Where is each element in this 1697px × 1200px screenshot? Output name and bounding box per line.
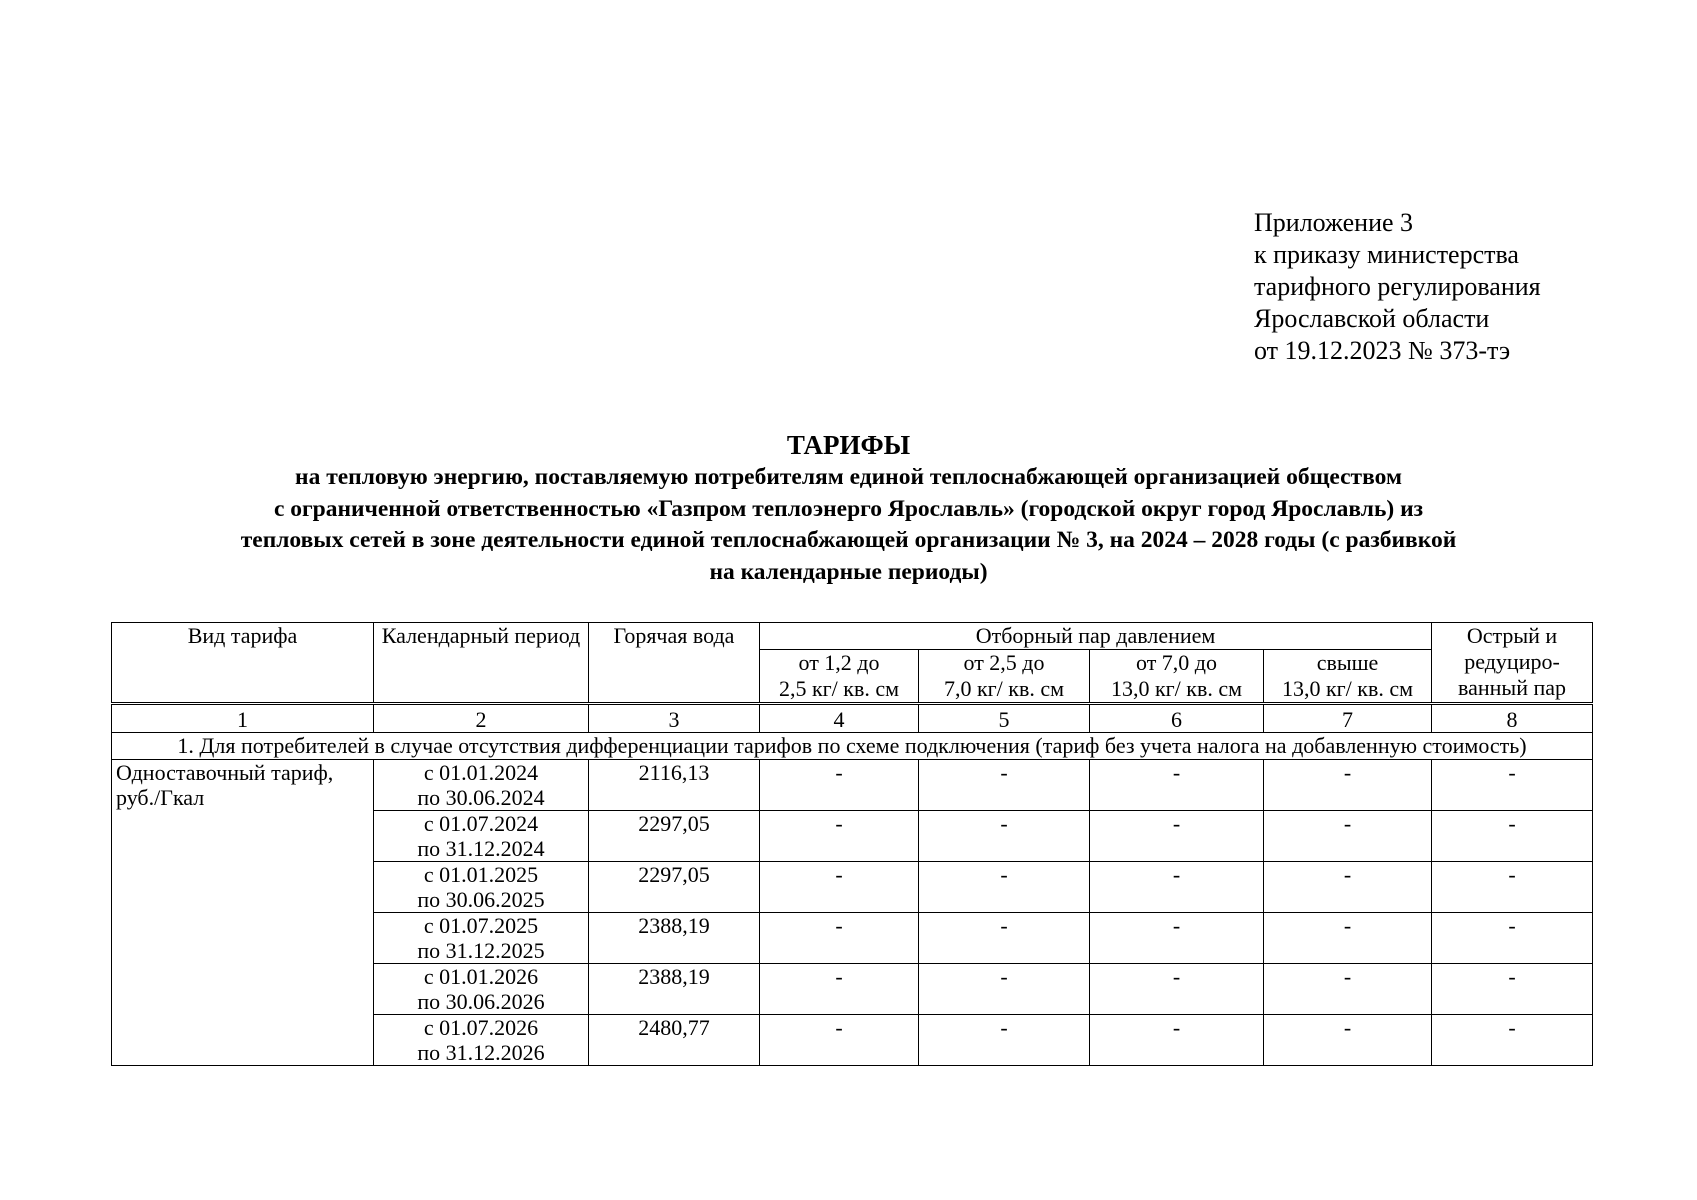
- value-cell: -: [1090, 760, 1264, 811]
- value-cell: -: [1264, 964, 1432, 1015]
- period-cell: с 01.07.2026 по 31.12.2026: [374, 1015, 589, 1066]
- hot-water-value: 2480,77: [589, 1015, 760, 1066]
- value-cell: -: [919, 1015, 1090, 1066]
- header-row: [112, 623, 1593, 650]
- value-cell: -: [919, 964, 1090, 1015]
- value-cell: -: [1264, 1015, 1432, 1066]
- value-cell: -: [919, 913, 1090, 964]
- hot-water-value: 2297,05: [589, 862, 760, 913]
- value-cell: -: [1432, 913, 1593, 964]
- value-cell: -: [1090, 1015, 1264, 1066]
- value-cell: -: [1432, 862, 1593, 913]
- value-cell: -: [1432, 964, 1593, 1015]
- column-number: 7: [1264, 704, 1432, 733]
- title-main: ТАРИФЫ: [786, 430, 911, 460]
- title-line: тепловых сетей в зоне деятельности единой теплоснабжающей организации № 3, на 2024 – 2028 годы (с разбивкой: [240, 527, 1457, 553]
- hot-water-value: 2388,19: [589, 964, 760, 1015]
- period-cell: с 01.01.2024 по 30.06.2024: [374, 760, 589, 811]
- value-cell: -: [760, 811, 919, 862]
- value-cell: -: [1264, 760, 1432, 811]
- value-cell: -: [1432, 811, 1593, 862]
- value-cell: -: [1264, 913, 1432, 964]
- value-cell: -: [1264, 862, 1432, 913]
- hot-water-value: 2388,19: [589, 913, 760, 964]
- tariff-label: Одноставочный тариф, руб./Гкал: [112, 760, 374, 1066]
- header-steam-4: свыше 13,0 кг/ кв. см: [1264, 650, 1432, 704]
- column-number: 5: [919, 704, 1090, 733]
- document-title: [80, 428, 1617, 588]
- tariffs-table: [111, 622, 1593, 1066]
- value-cell: -: [760, 1015, 919, 1066]
- column-number: 4: [760, 704, 919, 733]
- header-steam-3: от 7,0 до 13,0 кг/ кв. см: [1090, 650, 1264, 704]
- appendix-line: Приложение 3: [1254, 208, 1414, 237]
- header-period: Календарный период: [374, 623, 589, 704]
- section-title: 1. Для потребителей в случае отсутствия дифференциации тарифов по схеме подключения (тариф без учета налога на добавленную стоимость): [112, 733, 1593, 760]
- period-cell: с 01.01.2025 по 30.06.2025: [374, 862, 589, 913]
- table-row: [112, 760, 1593, 811]
- value-cell: -: [760, 964, 919, 1015]
- value-cell: -: [760, 760, 919, 811]
- appendix-line: от 19.12.2023 № 373-тэ: [1254, 336, 1511, 365]
- appendix-line: тарифного регулирования: [1254, 272, 1541, 301]
- period-cell: с 01.01.2026 по 30.06.2026: [374, 964, 589, 1015]
- column-number-row: [112, 704, 1593, 733]
- value-cell: -: [919, 760, 1090, 811]
- hot-water-value: 2116,13: [589, 760, 760, 811]
- header-steam-1: от 1,2 до 2,5 кг/ кв. см: [760, 650, 919, 704]
- column-number: 2: [374, 704, 589, 733]
- header-tariff-type: Вид тарифа: [112, 623, 374, 704]
- title-line: на календарные периоды): [709, 558, 988, 585]
- period-cell: с 01.07.2024 по 31.12.2024: [374, 811, 589, 862]
- value-cell: -: [919, 862, 1090, 913]
- header-steam-2: от 2,5 до 7,0 кг/ кв. см: [919, 650, 1090, 704]
- header-hot-water: Горячая вода: [589, 623, 760, 704]
- value-cell: -: [1264, 811, 1432, 862]
- hot-water-value: 2297,05: [589, 811, 760, 862]
- value-cell: -: [760, 913, 919, 964]
- value-cell: -: [760, 862, 919, 913]
- title-line: с ограниченной ответственностью «Газпром теплоэнерго Ярославль» (городской округ город Ярославль) из: [273, 495, 1424, 522]
- header-steam-group: Отборный пар давлением: [760, 623, 1432, 650]
- appendix-line: к приказу министерства: [1254, 240, 1519, 269]
- value-cell: -: [1090, 964, 1264, 1015]
- column-number: 1: [112, 704, 374, 733]
- title-line: на тепловую энергию, поставляемую потребителям единой теплоснабжающей организацией обществом: [295, 464, 1402, 490]
- section-row: [112, 733, 1593, 760]
- appendix-line: Ярославской области: [1254, 304, 1490, 333]
- column-number: 8: [1432, 704, 1593, 733]
- header-sharp-steam: Острый и редуциро- ванный пар: [1432, 623, 1593, 704]
- appendix-reference: [1254, 207, 1541, 367]
- value-cell: -: [1432, 760, 1593, 811]
- value-cell: -: [1090, 811, 1264, 862]
- value-cell: -: [919, 811, 1090, 862]
- period-cell: с 01.07.2025 по 31.12.2025: [374, 913, 589, 964]
- value-cell: -: [1090, 913, 1264, 964]
- column-number: 3: [589, 704, 760, 733]
- column-number: 6: [1090, 704, 1264, 733]
- value-cell: -: [1432, 1015, 1593, 1066]
- value-cell: -: [1090, 862, 1264, 913]
